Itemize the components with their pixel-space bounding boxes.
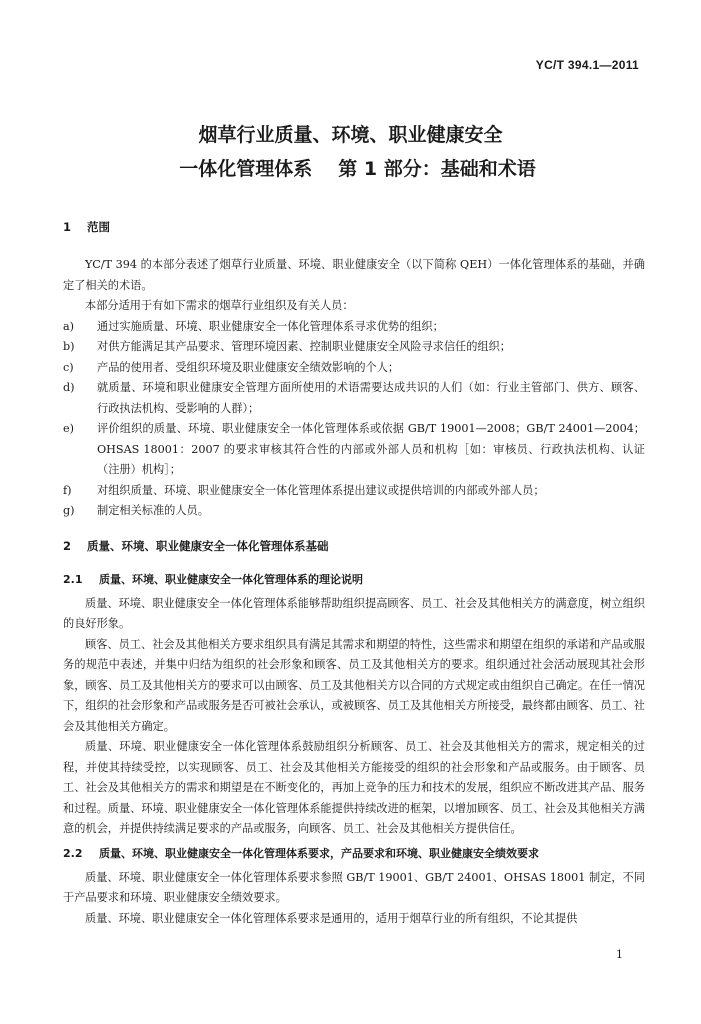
section-title: 质量、环境、职业健康安全一体化管理体系基础	[87, 538, 329, 553]
list-item	[63, 481, 645, 502]
list-text: 制定相关标准的人员。	[97, 504, 209, 517]
list-text: 产品的使用者、受组织环境及职业健康安全绩效影响的个人；	[97, 360, 400, 374]
subsection-number: 2.2	[63, 846, 83, 860]
paragraph: 本部分适用于有如下需求的烟草行业组织及有关人员：	[85, 299, 354, 312]
list-item	[63, 419, 645, 481]
document-title	[0, 118, 701, 186]
paragraph: 质量、环境、职业健康安全一体化管理体系能够帮助组织提高顾客、员工、社会及其他相关方的满意度，树立组织的良好形象。	[63, 596, 645, 630]
section-2-heading	[63, 536, 645, 556]
list-item	[63, 501, 645, 522]
subsection-2-2-heading	[63, 844, 645, 864]
document-body	[63, 217, 645, 929]
list-label: a)	[63, 319, 75, 333]
list-label: c)	[63, 360, 74, 374]
list-label: d)	[63, 381, 75, 394]
list-item	[63, 378, 645, 419]
section-title: 范围	[87, 220, 110, 234]
title-main: 一体化管理体系	[179, 158, 313, 180]
subsection-2-1-heading	[63, 570, 645, 590]
list-item	[63, 358, 645, 379]
list-label: g)	[63, 504, 75, 517]
section-number: 1	[63, 220, 72, 234]
title-line-2	[0, 152, 701, 186]
list-label: b)	[63, 340, 75, 353]
list-text: 就质量、环境和职业健康安全管理方面所使用的术语需要达成共识的人们（如：行业主管部门、供方、顾客、行政执法机构、受影响的人群）；	[97, 381, 645, 415]
section-1-heading	[63, 217, 645, 237]
list-text: 对组织质量、环境、职业健康安全一体化管理体系提出建议或提供培训的内部或外部人员；	[97, 483, 545, 497]
page-number: 1	[616, 948, 623, 961]
title-line-1: 烟草行业质量、环境、职业健康安全	[198, 124, 503, 146]
list-item	[63, 337, 645, 358]
title-part: 第 1 部分：基础和术语	[338, 158, 536, 180]
paragraph: 顾客、员工、社会及其他相关方要求组织具有满足其需求和期望的特性，这些需求和期望在组织的承诺和产品或服务的规范中表述，并集中归结为组织的社会形象和顾客、员工及其他相关方的要求。组织通过社会活动展现其社会形象，顾客、员工及其他相关方的要求可以由顾客、员工及其他相关方以合同的方式规定或由组织自己确定。在任一情况下，组织的社会形象和产品或服务是否可被社会承认，或被顾客、员工及其他相关方所接受，最终都由顾客、员工、社会及其他相关方确定。	[63, 637, 645, 733]
list-text: 对供方能满足其产品要求、管理环境因素、控制职业健康安全风险寻求信任的组织；	[97, 340, 511, 353]
paragraph: 质量、环境、职业健康安全一体化管理体系要求参照 GB/T 19001、GB/T 24001、OHSAS 18001 制定，不同于产品要求和环境、职业健康安全绩效要求。	[63, 870, 645, 904]
subsection-title: 质量、环境、职业健康安全一体化管理体系要求，产品要求和环境、职业健康安全绩效要求	[99, 846, 539, 860]
list-item	[63, 317, 645, 338]
list-label: e)	[63, 422, 74, 435]
list-text: 评价组织的质量、环境、职业健康安全一体化管理体系或依据 GB/T 19001—2008；GB/T 24001—2004；OHSAS 18001：2007 的要求审核其符合性的内部或外部人员和机构［如：审核员、行政执法机构、认证（注册）机构］；	[97, 422, 645, 476]
paragraph: 质量、环境、职业健康安全一体化管理体系要求是通用的，适用于烟草行业的所有组织，不论其提供	[85, 911, 578, 925]
paragraph: YC/T 394 的本部分表述了烟草行业质量、环境、职业健康安全（以下简称 QEH）一体化管理体系的基础，并确定了相关的术语。	[63, 258, 645, 292]
subsection-number: 2.1	[63, 572, 83, 586]
subsection-title: 质量、环境、职业健康安全一体化管理体系的理论说明	[99, 572, 363, 586]
standard-number: YC/T 394.1—2011	[535, 58, 639, 72]
section-number: 2	[63, 538, 72, 553]
list-label: f)	[63, 483, 72, 497]
paragraph: 质量、环境、职业健康安全一体化管理体系鼓励组织分析顾客、员工、社会及其他相关方的需求，规定相关的过程，并使其持续受控，以实现顾客、员工、社会及其他相关方能接受的组织的社会形象和产品或服务。由于顾客、员工、社会及其他相关方的需求和期望是在不断变化的，再加上竞争的压力和技术的发展，组织应不断改进其产品、服务和过程。质量、环境、职业健康安全一体化管理体系能提供持续改进的框架，以增加顾客、员工、社会及其他相关方满意的机会，并提供持续满足要求的产品或服务，向顾客、员工、社会及其他相关方提供信任。	[63, 740, 645, 835]
list-text: 通过实施质量、环境、职业健康安全一体化管理体系寻求优势的组织；	[97, 319, 444, 333]
